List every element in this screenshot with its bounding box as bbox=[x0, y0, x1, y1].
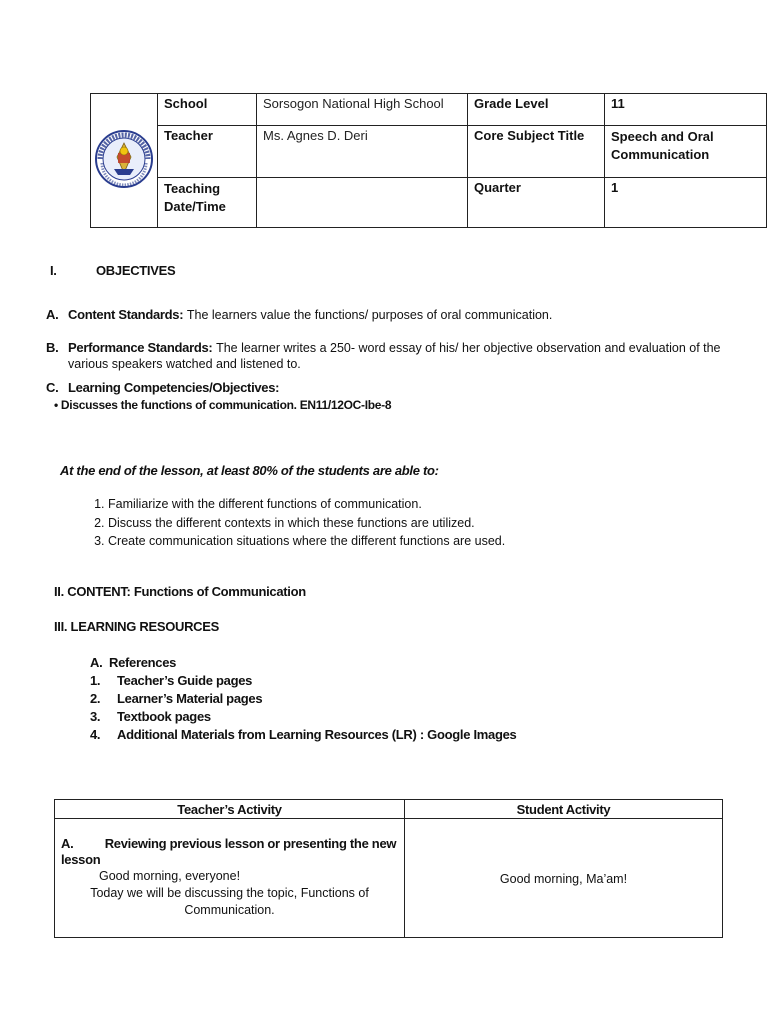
performance-standards bbox=[46, 340, 746, 355]
reference-number: 3. bbox=[90, 709, 101, 724]
objective-item: 1. Familiarize with the different functions of communication. bbox=[108, 495, 505, 514]
deped-seal-cell bbox=[91, 94, 158, 228]
content-standards bbox=[46, 307, 552, 322]
teacher-line-topic-cont: Communication. bbox=[184, 903, 275, 917]
content-standards-label: Content Standards: bbox=[68, 307, 184, 322]
activity-step-letter: A. bbox=[61, 836, 74, 851]
competencies-letter: C. bbox=[46, 380, 59, 395]
student-reply: Good morning, Ma’am! bbox=[499, 871, 628, 886]
grade-level-label: Grade Level bbox=[468, 94, 605, 126]
teacher-activity-header: Teacher’s Activity bbox=[55, 800, 405, 819]
content-standards-letter: A. bbox=[46, 307, 59, 322]
performance-standards-letter: B. bbox=[46, 340, 59, 355]
reference-item bbox=[90, 708, 516, 726]
activity-step-title bbox=[61, 835, 398, 852]
reference-item bbox=[90, 726, 516, 744]
content-heading: II. CONTENT: Functions of Communication bbox=[54, 584, 306, 599]
objectives-heading: OBJECTIVES bbox=[96, 263, 176, 278]
teaching-date-label: Teaching Date/Time bbox=[158, 178, 257, 228]
reference-number: 4. bbox=[90, 727, 101, 742]
lesson-header-table bbox=[90, 93, 767, 228]
student-activity-cell bbox=[405, 819, 723, 938]
teacher-label: Teacher bbox=[158, 126, 257, 178]
performance-standards-label: Performance Standards: bbox=[68, 340, 213, 355]
reference-item bbox=[90, 690, 516, 708]
objectives-list bbox=[66, 495, 505, 551]
teacher-line-greeting: Good morning, everyone! bbox=[99, 869, 241, 883]
subject-title-label: Core Subject Title bbox=[468, 126, 605, 178]
school-value: Sorsogon National High School bbox=[257, 94, 468, 126]
reference-item bbox=[90, 672, 516, 690]
reference-label: Additional Materials from Learning Resources (LR) : Google Images bbox=[117, 727, 517, 742]
teacher-line-topic: Today we will be discussing the topic, Functions of bbox=[90, 886, 369, 900]
quarter-label: Quarter bbox=[468, 178, 605, 228]
references-list bbox=[90, 654, 516, 744]
deped-seal-logo bbox=[94, 129, 154, 189]
objectives-number: I. bbox=[50, 263, 57, 278]
subject-title-value: Speech and Oral Communication bbox=[605, 126, 767, 178]
references-letter: A. bbox=[90, 655, 103, 670]
reference-label: Textbook pages bbox=[117, 709, 211, 724]
quarter-value: 1 bbox=[605, 178, 767, 228]
objective-item: 3. Create communication situations where the different functions are used. bbox=[108, 532, 505, 551]
content-standards-text: The learners value the functions/ purposes of oral communication. bbox=[186, 308, 553, 322]
objective-item: 2. Discuss the different contexts in which these functions are utilized. bbox=[108, 514, 505, 533]
reference-number: 1. bbox=[90, 673, 101, 688]
reference-label: Teacher’s Guide pages bbox=[117, 673, 253, 688]
competencies-label: Learning Competencies/Objectives: bbox=[68, 380, 280, 395]
grade-level-value: 11 bbox=[605, 94, 767, 126]
school-label: School bbox=[158, 94, 257, 126]
reference-label: Learner’s Material pages bbox=[117, 691, 263, 706]
activity-step-title-line2: lesson bbox=[61, 852, 101, 867]
competency-item: • Discusses the functions of communication. EN11/12OC-Ibe-8 bbox=[54, 398, 392, 412]
teacher-value: Ms. Agnes D. Deri bbox=[257, 126, 468, 178]
reference-number: 2. bbox=[90, 691, 101, 706]
student-activity-header: Student Activity bbox=[405, 800, 723, 819]
performance-standards-text-cont: various speakers watched and listened to. bbox=[68, 357, 301, 371]
activity-step-title-line1: Reviewing previous lesson or presenting the new bbox=[104, 836, 397, 851]
learning-competencies bbox=[46, 380, 279, 395]
objectives-intro: At the end of the lesson, at least 80% of the students are able to: bbox=[60, 463, 439, 478]
teaching-date-value bbox=[257, 178, 468, 228]
references-label: References bbox=[109, 655, 177, 670]
activity-table bbox=[54, 799, 723, 938]
references-heading bbox=[90, 654, 516, 672]
teacher-activity-cell bbox=[55, 819, 405, 938]
performance-standards-text: The learner writes a 250- word essay of his/ her objective observation and evaluation of the bbox=[216, 341, 721, 355]
learning-resources-heading: III. LEARNING RESOURCES bbox=[54, 619, 220, 634]
